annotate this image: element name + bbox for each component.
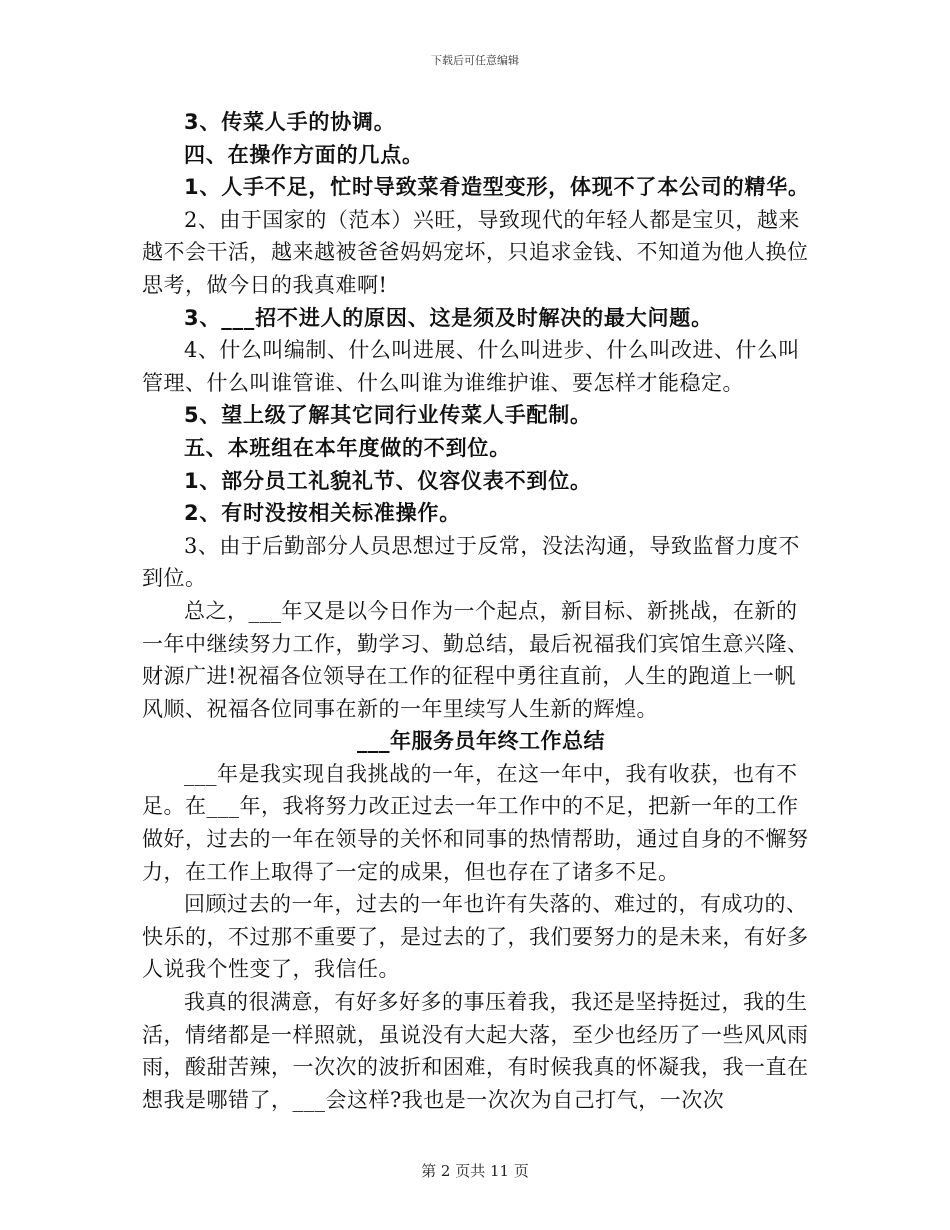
summary-paragraph: 总之，___年又是以今日作为一个起点，新目标、新挑战，在新的一年中继续努力工作，勤学习、勤总结，最后祝福我们宾馆生意兴隆、财源广进!祝福各位领导在工作的征程中勇往直前，人生的跑道上一帆风顺、祝福各位同事在新的一年里续写人生新的辉煌。 <box>142 598 809 721</box>
paragraph-16: 我真的很满意，有好多好多的事压着我，我还是坚持挺过，我的生活，情绪都是一样照就，虽说没有大起大落，至少也经历了一些风风雨雨，酸甜苦辣，一次次的波折和困难，有时候我真的怀凝我，我一直在想我是哪错了，___会这样?我也是一次次为自己打气，一次次 <box>142 990 809 1112</box>
paragraph-10: 2、有时没按相关标准操作。 <box>184 501 462 526</box>
paragraph-11: 3、由于后勤部分人员思想过于反常，没法沟通，导致监督力度不到位。 <box>142 533 800 591</box>
document-body <box>142 106 810 1116</box>
paragraph-14: ___年是我实现自我挑战的一年，在这一年中，我有收获，也有不足。在___年，我将努力改正过去一年工作中的不足，把新一年的工作做好，过去的一年在领导的关怀和同事的热情帮助，通过自身的不懈努力，在工作上取得了一定的成果，但也存在了诸多不足。 <box>142 761 809 884</box>
page-number: 第 2 页共 11 页 <box>421 1162 529 1180</box>
paragraph-1: 3、传菜人手的协调。 <box>184 110 396 134</box>
paragraph-4: 2、由于国家的（范本）兴旺，导致现代的年轻人都是宝贝，越来越不会干活，越来越被爸爸妈妈宠坏，只追求金钱、不知道为他人换位思考，做今日的我真难啊! <box>142 207 809 297</box>
section-heading-4: 四、在操作方面的几点。 <box>184 142 424 167</box>
section-heading-5: 五、本班组在本年度做的不到位。 <box>184 435 511 460</box>
paragraph-9: 1、部分员工礼貌礼节、仪容仪表不到位。 <box>184 468 592 493</box>
paragraph-7: 5、望上级了解其它同行业传菜人手配制。 <box>184 403 592 428</box>
article-title: ___年服务员年终工作总结 <box>357 729 605 754</box>
paragraph-6: 4、什么叫编制、什么叫进展、什么叫进步、什么叫改进、什么叫管理、什么叫谁管谁、什么叫谁为谁维护谁、要怎样才能稳定。 <box>142 338 800 395</box>
paragraph-15: 回顾过去的一年，过去的一年也许有失落的、难过的，有成功的、快乐的，不过那不重要了，是过去的了，我们要努力的是未来，有好多人说我个性变了，我信任。 <box>142 892 809 982</box>
page-header: 下载后可任意编辑 <box>431 54 519 67</box>
paragraph-5: 3、___招不进人的原因、这是须及时解决的最大问题。 <box>184 305 713 330</box>
paragraph-3: 1、人手不足，忙时导致菜肴造型变形，体现不了本公司的精华。 <box>184 175 810 200</box>
